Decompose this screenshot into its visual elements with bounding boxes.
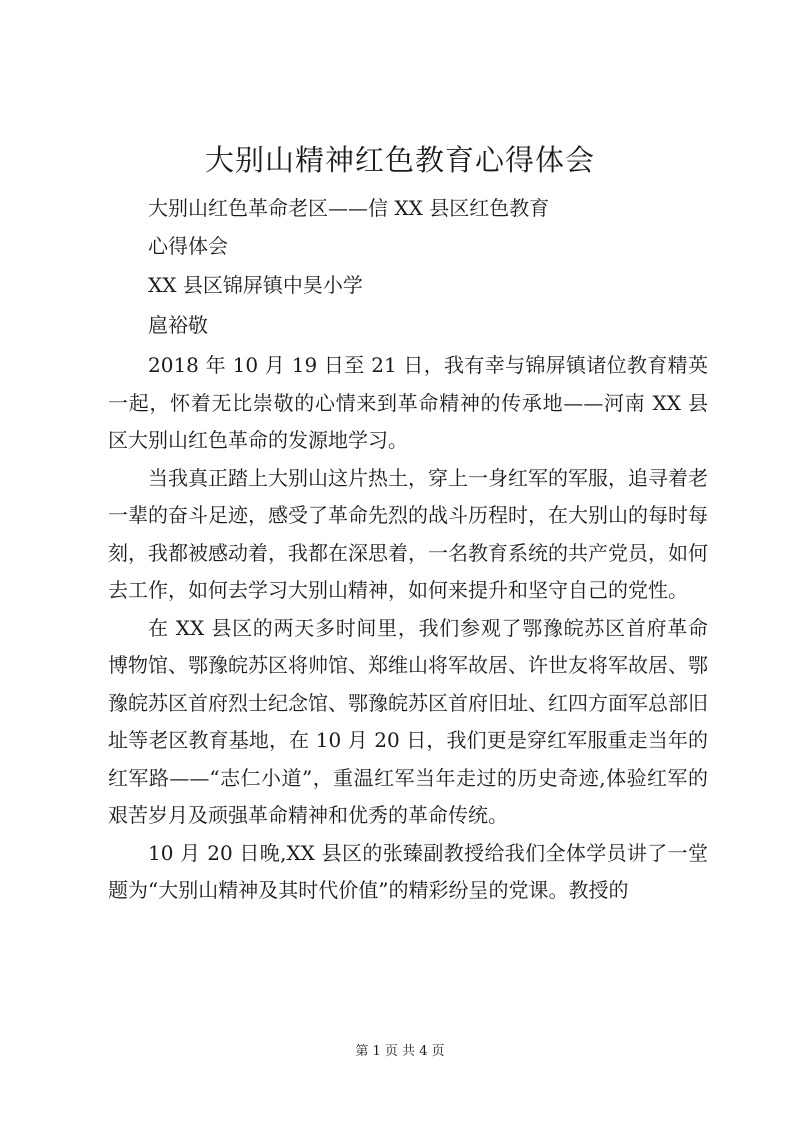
school-name: XX 县区锦屏镇中昊小学 — [148, 273, 363, 297]
document-title: 大别山精神红色教育心得体会 — [204, 143, 595, 177]
page-footer: 第 1 页 共 4 页 — [355, 1044, 445, 1059]
subtitle-line-1: 大别山红色革命老区——信 XX 县区红色教育 — [148, 196, 550, 220]
paragraph-3: 在 XX 县区的两天多时间里，我们参观了鄂豫皖苏区首府革命博物馆、鄂豫皖苏区将帅馆、郑维山将军故居、许世友将军故居、鄂豫皖苏区首府烈士纪念馆、鄂豫皖苏区首府旧址、红四方面军总部旧址等老区教育基地，在 10 月 20 日，我们更是穿红军服重走当年的红军路——“志仁小道”，重温红军当年走过的历史奇迹,体验红军的艰苦岁月及顽强革命精神和优秀的革命传统。 — [108, 615, 708, 827]
subtitle-line-2: 心得体会 — [148, 234, 228, 258]
paragraph-4: 10 月 20 日晚,XX 县区的张臻副教授给我们全体学员讲了一堂题为“大别山精神及其时代价值”的精彩纷呈的党课。教授的 — [108, 840, 708, 902]
paragraph-2: 当我真正踏上大别山这片热土，穿上一身红军的军服，追寻着老一辈的奋斗足迹，感受了革命先烈的战斗历程时，在大别山的每时每刻，我都被感动着，我都在深思着，一名教育系统的共产党员，如何去工作，如何去学习大别山精神，如何来提升和坚守自己的党性。 — [108, 465, 708, 602]
body-text — [108, 347, 708, 910]
paragraph-1: 2018 年 10 月 19 日至 21 日，我有幸与锦屏镇诸位教育精英一起，怀着无比崇敬的心情来到革命精神的传承地——河南 XX 县区大别山红色革命的发源地学习。 — [108, 353, 708, 452]
author-name: 扈裕敬 — [148, 313, 208, 337]
